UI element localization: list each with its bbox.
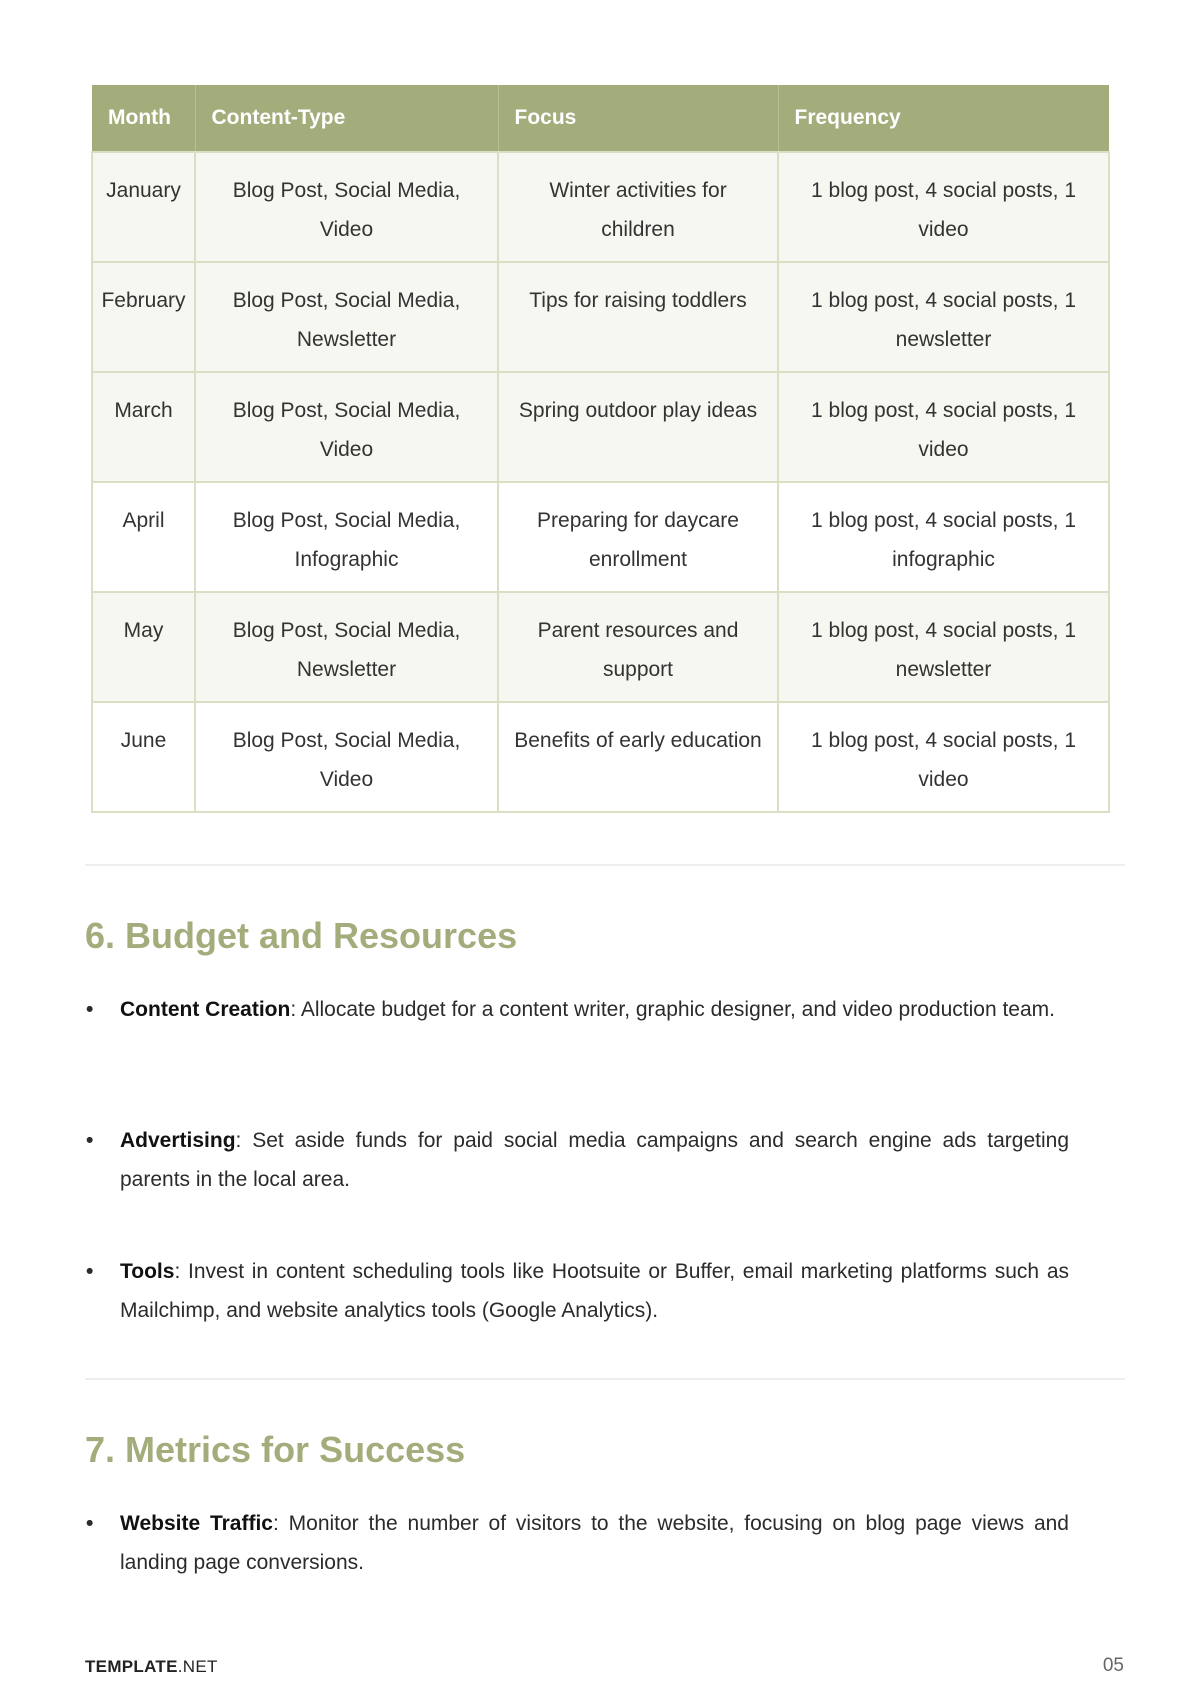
budget-section-title: 6. Budget and Resources [85,915,518,956]
brand-rest-text: .NET [177,1657,218,1676]
cell-content-type: Blog Post, Social Media, Newsletter [195,262,498,372]
table-row [92,592,1109,702]
cell-focus: Parent resources and support [498,592,778,702]
cell-focus: Benefits of early education [498,702,778,812]
header-month: Month [92,85,195,152]
cell-focus: Tips for raising toddlers [498,262,778,372]
bullet-term: Website Traffic [120,1512,273,1535]
cell-month: March [92,372,195,482]
section-divider [85,864,1125,866]
header-focus: Focus [498,85,778,152]
table-row [92,482,1109,592]
cell-content-type: Blog Post, Social Media, Newsletter [195,592,498,702]
section-divider [85,1378,1125,1380]
budget-item-advertising [86,1121,1069,1199]
cell-focus: Preparing for daycare enrollment [498,482,778,592]
cell-frequency: 1 blog post, 4 social posts, 1 newsletter [778,262,1109,372]
table-header-row [92,85,1109,152]
bullet-text: : Monitor the number of visitors to the website, focusing on blog page views and landing page conversions. [120,1512,1069,1574]
cell-frequency: 1 blog post, 4 social posts, 1 newsletter [778,592,1109,702]
cell-month: June [92,702,195,812]
cell-content-type: Blog Post, Social Media, Video [195,372,498,482]
cell-month: April [92,482,195,592]
bullet-text: : Invest in content scheduling tools like Hootsuite or Buffer, email marketing platforms such as Mailchimp, and website analytics tools (Google Analytics). [120,1260,1069,1322]
cell-frequency: 1 blog post, 4 social posts, 1 video [778,372,1109,482]
cell-content-type: Blog Post, Social Media, Video [195,152,498,262]
bullet-icon: • [86,1129,94,1152]
bullet-icon: • [86,998,94,1021]
table-row [92,262,1109,372]
cell-frequency: 1 blog post, 4 social posts, 1 video [778,152,1109,262]
bullet-term: Tools [120,1260,175,1283]
cell-focus: Winter activities for children [498,152,778,262]
cell-frequency: 1 blog post, 4 social posts, 1 video [778,702,1109,812]
budget-item-content-creation [86,990,1069,1029]
footer-brand-logo [85,1657,218,1677]
table-row [92,702,1109,812]
budget-item-tools [86,1252,1069,1330]
cell-month: February [92,262,195,372]
content-calendar-table [91,85,1110,813]
cell-focus: Spring outdoor play ideas [498,372,778,482]
bullet-term: Advertising [120,1129,236,1152]
table-row [92,152,1109,262]
cell-content-type: Blog Post, Social Media, Infographic [195,482,498,592]
cell-content-type: Blog Post, Social Media, Video [195,702,498,812]
cell-month: May [92,592,195,702]
page-number: 05 [1102,1655,1124,1676]
header-content-type: Content-Type [195,85,498,152]
bullet-term: Content Creation [120,998,291,1021]
bullet-text: : Allocate budget for a content writer, graphic designer, and video production team. [290,998,1055,1021]
bullet-icon: • [86,1260,94,1283]
bullet-text: : Set aside funds for paid social media campaigns and search engine ads targeting parents in the local area. [120,1129,1069,1191]
header-frequency: Frequency [778,85,1109,152]
brand-bold-text: TEMPLATE [85,1657,178,1676]
metrics-item-website-traffic [86,1504,1069,1582]
bullet-icon: • [86,1512,94,1535]
cell-month: January [92,152,195,262]
table-row [92,372,1109,482]
metrics-section-title: 7. Metrics for Success [85,1429,466,1470]
cell-frequency: 1 blog post, 4 social posts, 1 infographic [778,482,1109,592]
